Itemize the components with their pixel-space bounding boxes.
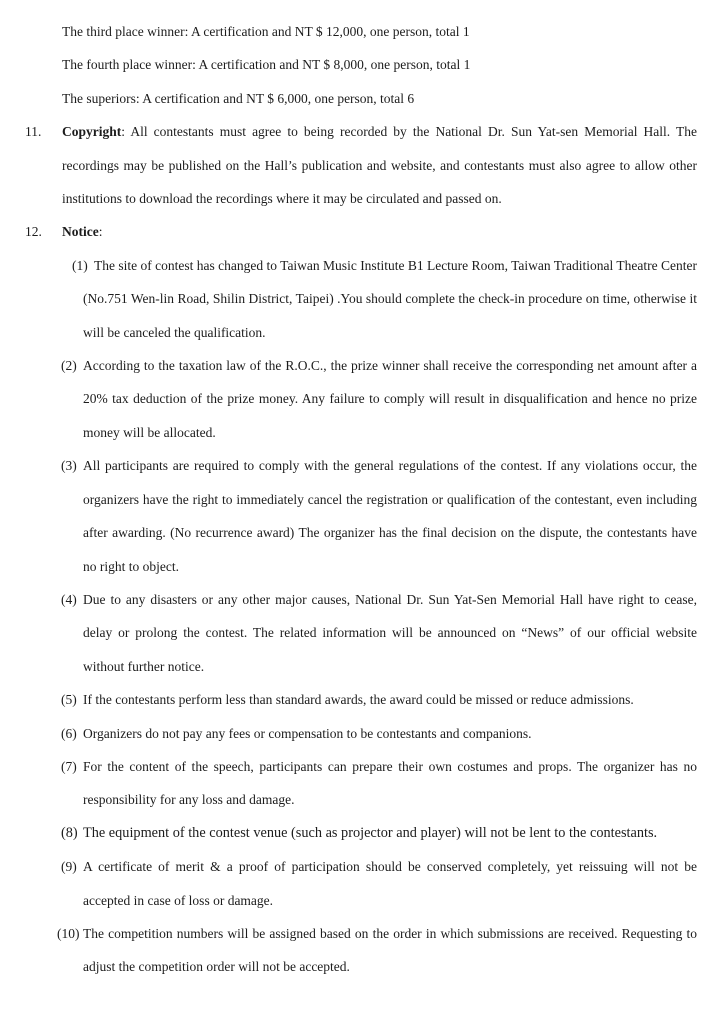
- prize-line-third: The third place winner: A certification and NT $ 12,000, one person, total 1: [62, 24, 470, 39]
- notice-item-text: Organizers do not pay any fees or compensation to be contestants and companions.: [83, 725, 532, 741]
- notice-item-3: [61, 449, 697, 583]
- notice-item-marker: (6): [61, 725, 77, 741]
- notice-item-text: If the contestants perform less than standard awards, the award could be missed or reduce admissions.: [83, 692, 634, 708]
- prize-line-superiors: The superiors: A certification and NT $ 6,000, one person, total 6: [62, 90, 415, 106]
- notice-item-7: [61, 750, 697, 817]
- item-number: 11.: [25, 124, 42, 140]
- notice-item-text: According to the taxation law of the R.O.C., the prize winner shall receive the corresponding net amount after a 20% tax deduction of the prize money. Any failure to comply will result in disqualification and hence no prize money will be allocated.: [83, 358, 697, 440]
- notice-item-8: [61, 817, 697, 850]
- notice-item-marker: (3): [61, 458, 77, 474]
- notice-item-marker: (8): [61, 824, 78, 841]
- notice-item-marker: (2): [61, 358, 77, 374]
- notice-item-text: The competition numbers will be assigned based on the order in which submissions are received. Requesting to adjust the competition order will not be accepted.: [83, 925, 697, 975]
- prize-line-fourth: The fourth place winner: A certification and NT $ 8,000, one person, total 1: [62, 57, 471, 73]
- item-label: Copyright: [62, 124, 122, 140]
- item-number: 12.: [25, 224, 42, 240]
- list-item-notice: [25, 215, 697, 248]
- notice-item-text: Due to any disasters or any other major causes, National Dr. Sun Yat-Sen Memorial Hall have right to cease, delay or prolong the contest. The related information will be announced on “News” of our official website without further notice.: [83, 591, 697, 674]
- list-item-copyright: [25, 115, 697, 215]
- item-text: : All contestants must agree to being recorded by the National Dr. Sun Yat-sen Memorial Hall. The recordings may be published on the Hall’s publication and website, and contestants must also agree to allow other institutions to download the recordings where it may be circulated and passed on.: [62, 124, 697, 207]
- notice-item-marker: (10): [57, 925, 80, 941]
- notice-item-text: The equipment of the contest venue (such as projector and player) will not be lent to the contestants.: [83, 824, 658, 841]
- notice-item-5: [61, 683, 697, 716]
- item-text: :: [98, 224, 103, 240]
- notice-item-marker: (7): [61, 758, 77, 774]
- notice-item-marker: (5): [61, 692, 77, 708]
- notice-item-10: [57, 917, 697, 984]
- notice-item-9: [61, 850, 697, 917]
- notice-item-4: [61, 583, 697, 683]
- notice-item-text: The site of contest has changed to Taiwan Music Institute B1 Lecture Room, Taiwan Traditional Theatre Center (No.751 Wen-lin Road, Shilin District, Taipei) .You should complete the check-in procedure on time, otherwise it will be canceled the qualification.: [83, 257, 697, 340]
- notice-item-2: [61, 349, 697, 449]
- notice-item-marker: (9): [61, 859, 77, 875]
- notice-item-6: [61, 717, 697, 750]
- notice-item-1: [72, 249, 697, 349]
- notice-item-marker: (1): [72, 257, 88, 273]
- notice-item-text: A certificate of merit & a proof of participation should be conserved completely, yet reissuing will not be accepted in case of loss or damage.: [83, 859, 697, 908]
- item-label: Notice: [62, 224, 99, 240]
- notice-item-text: All participants are required to comply with the general regulations of the contest. If any violations occur, the organizers have the right to immediately cancel the registration or qualification of the contestant, even including after awarding. (No recurrence award) The organizer has the final decision on the dispute, the contestants have no right to object.: [83, 458, 697, 574]
- notice-item-marker: (4): [61, 591, 77, 607]
- notice-item-text: For the content of the speech, participants can prepare their own costumes and props. The organizer has no responsibility for any loss and damage.: [83, 758, 697, 808]
